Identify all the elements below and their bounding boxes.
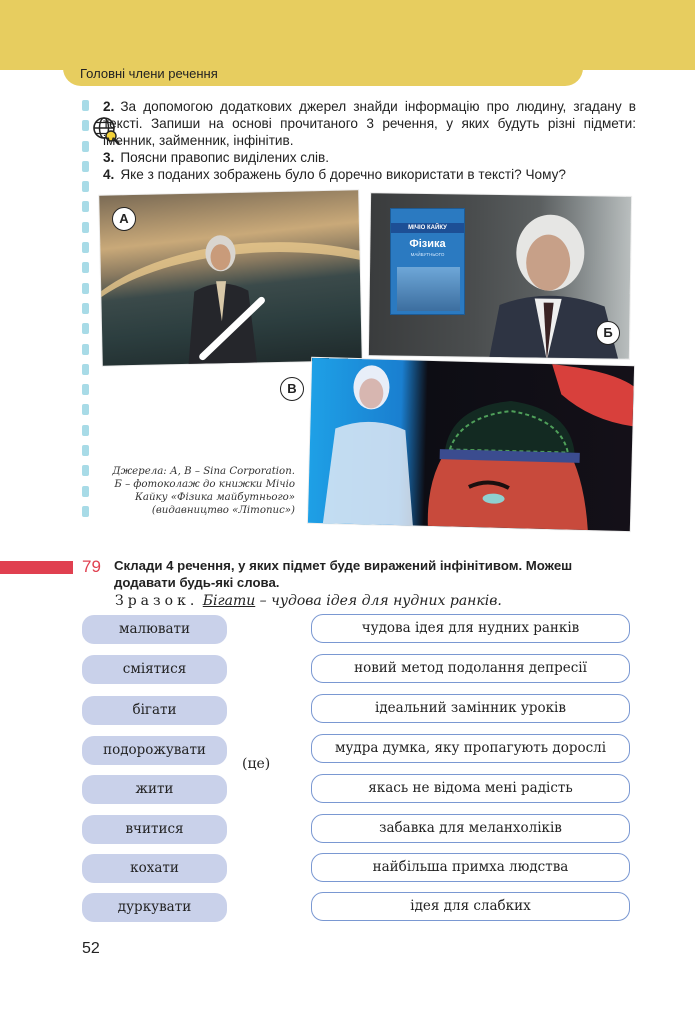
predicate-box: ідея для слабких — [311, 892, 630, 921]
badge-b: Б — [596, 321, 620, 345]
infinitive-chip: вчитися — [82, 815, 227, 844]
section-title: Головні члени речення — [80, 66, 218, 81]
infinitive-chip: кохати — [82, 854, 227, 883]
predicate-box: чудова ідея для нудних ранків — [311, 614, 630, 643]
margin-dots — [82, 100, 90, 526]
page-number: 52 — [82, 940, 100, 957]
infinitive-chip: жити — [82, 775, 227, 804]
photo-c — [308, 358, 634, 531]
task-list — [103, 98, 636, 183]
person-figure — [175, 230, 268, 365]
predicate-box: ідеальний замінник уроків — [311, 694, 630, 723]
exercise-instruction: Склади 4 речення, у яких підмет буде виражений інфінітивом. Можеш додавати будь-які слова. — [114, 558, 573, 590]
task-2: 2. За допомогою додаткових джерел знайди інформацію про людину, згадану в тексті. Запиши на основі прочитаного 3 речення, у яких будуть різні підмети: іменник, займенник, інфінітив. — [103, 99, 636, 148]
task-3: 3. Поясни правопис виділених слів. — [103, 150, 330, 165]
photo-a — [99, 190, 362, 365]
exercise-marker-bar — [0, 561, 73, 574]
badge-c: В — [280, 377, 304, 401]
infinitive-chip: бігати — [82, 696, 227, 725]
infinitive-chip: дуркувати — [82, 893, 227, 922]
badge-a: А — [112, 207, 136, 231]
infinitive-chip: подорожувати — [82, 736, 227, 765]
sample-sentence: Зразок. Бігати – чудова ідея для нудних ранків. — [115, 593, 502, 609]
predicate-box: якась не відома мені радість — [311, 774, 630, 803]
predicate-box: новий метод подолання депресії — [311, 654, 630, 683]
exercise-number: 79 — [82, 557, 101, 576]
predicate-box: найбільша примха людства — [311, 853, 630, 882]
infinitive-chip: малювати — [82, 615, 227, 644]
task-4: 4. Яке з поданих зображень було б доречно використати в тексті? Чому? — [103, 167, 566, 182]
collage-illustration — [308, 358, 634, 531]
predicate-box: забавка для меланхоліків — [311, 814, 630, 843]
infinitive-chip: сміятися — [82, 655, 227, 684]
connector-word: (це) — [242, 756, 271, 772]
book-cover: МІЧІО КАЙКУ Фізика МАЙБУТНЬОГО — [390, 208, 465, 315]
predicate-box: мудра думка, яку пропагують дорослі — [311, 734, 630, 763]
image-sources-caption: Джерела: А, В – Sina Corporation. Б – фотоколаж до книжки Мічіо Кайку «Фізика майбутнього» (видавництво «Літопис») — [112, 466, 295, 516]
header-band — [0, 0, 695, 70]
